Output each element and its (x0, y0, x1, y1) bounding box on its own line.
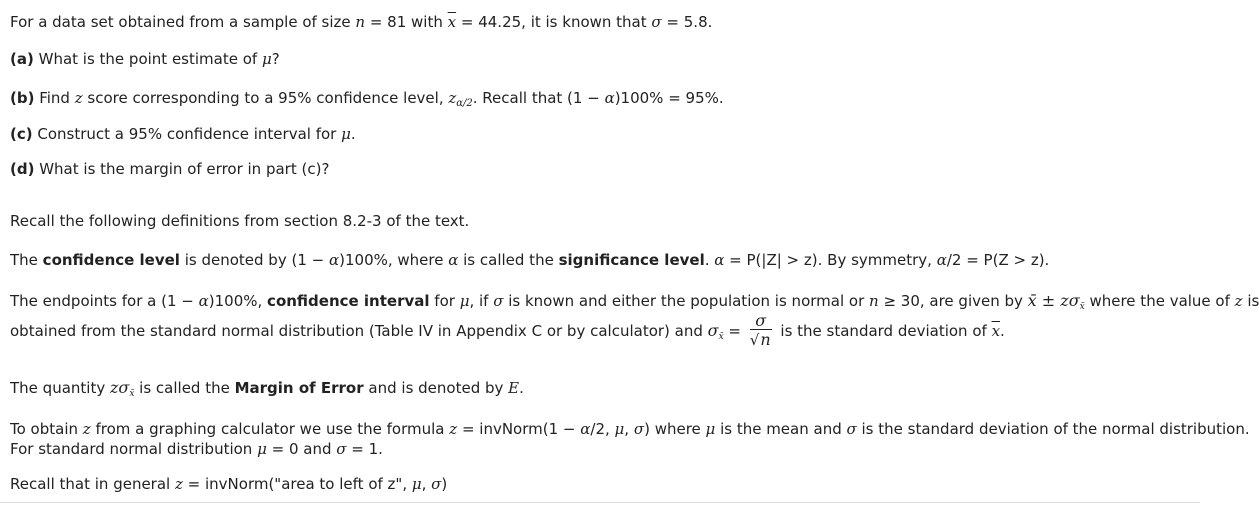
var-z: z (1234, 292, 1243, 310)
fraction-denominator (750, 330, 772, 350)
definition-text: obtained from the standard normal distribution (Table IV in Appendix C or by calculator) and (10, 322, 708, 340)
definition-text: = 0 and (266, 440, 337, 458)
part-b-text: . Recall that (1 − (472, 89, 605, 107)
definition-text: for (429, 292, 460, 310)
definition-text: = invNorm(1 − (457, 420, 581, 438)
bottom-divider (0, 502, 1200, 503)
part-b-text: score corresponding to a 95% confidence level, (82, 89, 449, 107)
var-z: z (449, 420, 458, 438)
definition-text: ) where (644, 420, 706, 438)
var-z-sigma: zσ (109, 378, 130, 397)
part-b-text: )100% = 95%. (614, 89, 724, 107)
var-z: z (448, 89, 457, 107)
term-significance-level: significance level (558, 251, 705, 269)
var-z: z (174, 475, 183, 493)
intro-text: = 44.25, it is known that (456, 13, 652, 31)
definition-text: is denoted by (1 − (179, 251, 329, 269)
sigma-over-root-n-fraction (750, 313, 772, 350)
confidence-level-definition (10, 250, 1049, 270)
definition-text: )100%, where (339, 251, 449, 269)
term-confidence-interval: confidence interval (267, 292, 430, 310)
definition-text: is known and either the population is normal or (503, 292, 869, 310)
intro-text: = 5.8. (661, 13, 713, 31)
definition-text: is called the (134, 379, 235, 397)
definition-text: , (624, 420, 634, 438)
definition-text: where the value of (1084, 292, 1235, 310)
definition-text: The endpoints for a (1 − (10, 292, 199, 310)
var-mu: μ (614, 420, 625, 438)
var-alpha: α (198, 292, 209, 310)
part-a-label: (a) (10, 50, 34, 68)
part-c-label: (c) (10, 125, 33, 143)
var-n: n (869, 292, 879, 310)
term-margin-of-error: Margin of Error (234, 379, 364, 397)
var-sigma: σ (707, 321, 719, 340)
part-b-text: Find (34, 89, 75, 107)
invnorm-formula-line (10, 419, 1250, 439)
intro-text: = 81 with (365, 13, 448, 31)
interval-formula: x̄ ± zσ (1027, 291, 1080, 310)
var-xbar: $\overline{x}$ (991, 322, 1001, 340)
var-alpha: α (714, 251, 725, 269)
definition-text: = invNorm("area to left of z", (182, 475, 412, 493)
definition-text: from a graphing calculator we use the formula (90, 420, 450, 438)
definition-text: . (1000, 322, 1005, 340)
part-c-text: . (350, 125, 356, 143)
var-mu: μ (261, 50, 272, 68)
general-invnorm-line (10, 474, 447, 494)
definition-text: The (10, 251, 43, 269)
definition-text: = 1. (346, 440, 383, 458)
recall-intro: Recall the following definitions from section 8.2-3 of the text. (10, 212, 470, 230)
definition-text: )100%, (208, 292, 268, 310)
definition-text: is the standard deviation of the normal distribution. (856, 420, 1250, 438)
var-xbar: $\overline{x}$ (447, 13, 457, 31)
definition-text: is the standard deviation of (775, 322, 992, 340)
sigma-subscript: x̄ (718, 332, 724, 342)
var-alpha: α (580, 420, 591, 438)
part-b-label: (b) (10, 89, 35, 107)
z-sigma-subscript: x̄ (129, 389, 135, 399)
var-mu: μ (341, 125, 351, 143)
definition-text: and is denoted by (363, 379, 509, 397)
term-confidence-level: confidence level (42, 251, 180, 269)
var-mu: μ (705, 420, 716, 438)
definition-text: , (421, 475, 432, 493)
var-sigma: σ (336, 440, 347, 458)
standard-normal-line (10, 439, 383, 459)
part-c (10, 124, 356, 144)
var-alpha: α (448, 251, 459, 269)
var-sigma: σ (651, 13, 662, 31)
var-sigma: σ (493, 292, 504, 310)
part-a-text: ? (271, 50, 280, 68)
var-mu: μ (411, 475, 422, 493)
problem-statement (10, 12, 712, 32)
part-a (10, 49, 280, 69)
var-alpha: α (936, 251, 947, 269)
var-sigma: σ (431, 475, 442, 493)
definition-text: . (704, 251, 715, 269)
var-z: z (82, 420, 91, 438)
definition-text: /2 = P(Z > z). (946, 251, 1050, 269)
var-alpha: α (328, 251, 340, 269)
standard-error-definition (10, 312, 1005, 356)
part-a-text: What is the point estimate of (33, 50, 262, 68)
sqrt-icon: √n (749, 330, 771, 349)
var-alpha: α (604, 89, 615, 107)
var-E: E (508, 379, 520, 397)
definition-text: = P(|Z| > z). By symmetry, (724, 251, 937, 269)
definition-text: , if (469, 292, 494, 310)
equals-sign: = (723, 322, 746, 340)
var-n: n (355, 13, 366, 31)
var-mu: μ (459, 292, 470, 310)
definition-text: Recall that in general (10, 475, 175, 493)
part-c-text: Construct a 95% confidence interval for (32, 125, 342, 143)
formula-subscript: x̄ (1079, 302, 1085, 312)
definition-text: is (1242, 292, 1259, 310)
definition-text: The quantity (10, 379, 110, 397)
var-z: z (74, 89, 83, 107)
definition-text: is the mean and (715, 420, 847, 438)
var-n: n (760, 330, 771, 349)
definition-text: For standard normal distribution (10, 440, 258, 458)
part-d-text: What is the margin of error in part (c)? (34, 160, 330, 178)
part-b (10, 88, 724, 114)
definition-text: ) (441, 475, 448, 493)
definition-text: ≥ 30, are given by (878, 292, 1028, 310)
part-d-label: (d) (10, 160, 35, 178)
var-mu: μ (257, 440, 267, 458)
definition-text: To obtain (10, 420, 83, 438)
intro-text: For a data set obtained from a sample of size (10, 13, 356, 31)
z-subscript: α/2 (456, 98, 473, 109)
var-sigma: σ (633, 420, 645, 438)
margin-of-error-definition (10, 378, 524, 404)
definition-text: /2, (590, 420, 615, 438)
definition-text: is called the (458, 251, 559, 269)
var-sigma: σ (846, 420, 857, 438)
fraction-numerator: σ (750, 313, 772, 330)
definition-text: . (519, 379, 524, 397)
part-d (10, 159, 329, 179)
